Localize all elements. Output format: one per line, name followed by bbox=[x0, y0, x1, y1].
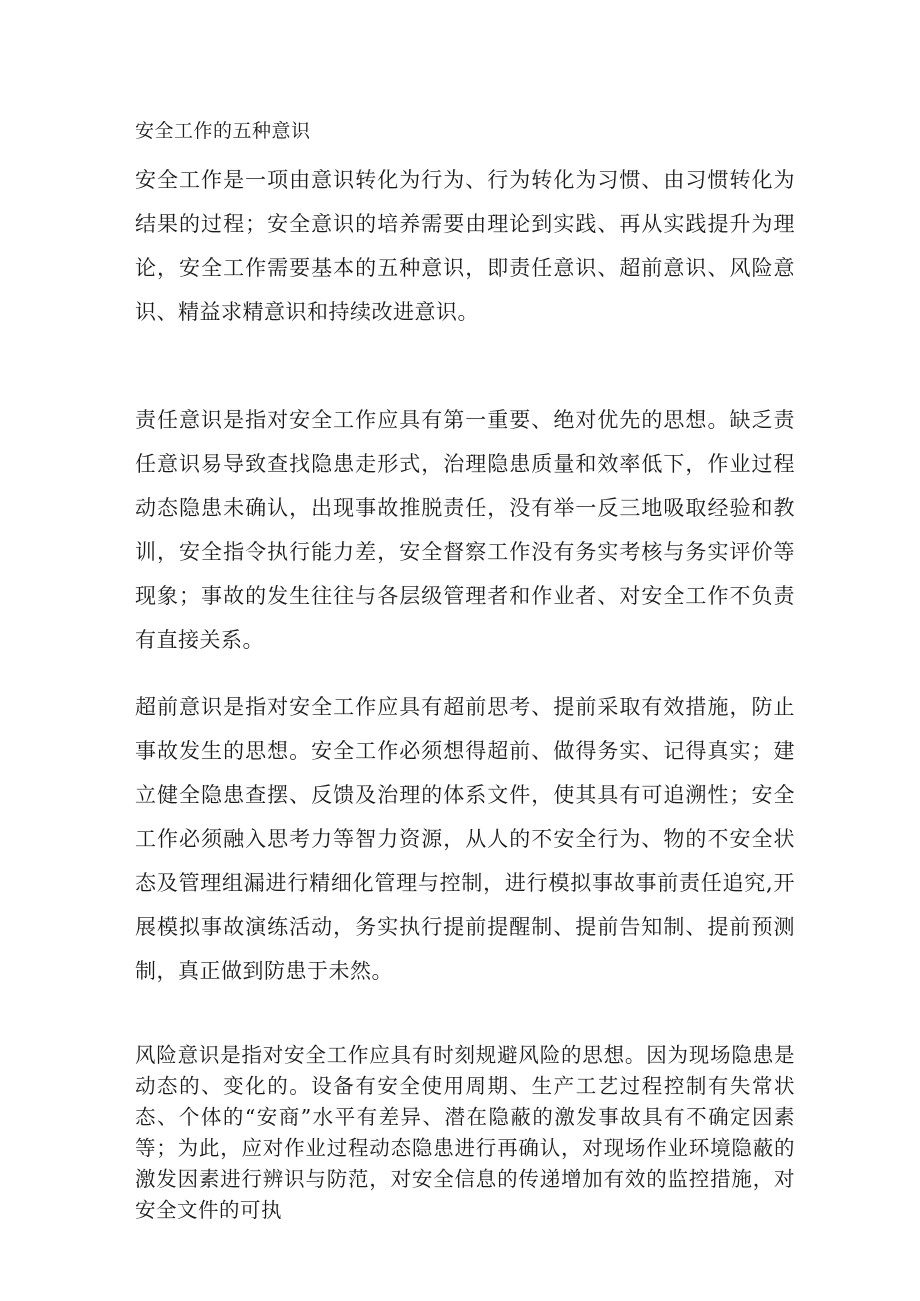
paragraph-risk: 风险意识是指对安全工作应具有时刻规避风险的思想。因为现场隐患是动态的、变化的。设备有安全使用周期、生产工艺过程控制有失常状态、个体的“安商”水平有差异、潜在隐蔽的激发事故具有不确定因素等；为此，应对作业过程动态隐患进行再确认，对现场作业环境隐蔽的激发因素进行辨识与防范，对安全信息的传递增加有效的监控措施，对安全文件的可执 bbox=[135, 1043, 795, 1222]
paragraph-intro: 安全工作是一项由意识转化为行为、行为转化为习惯、由习惯转化为结果的过程；安全意识的培养需要由理论到实践、再从实践提升为理论，安全工作需要基本的五种意识，即责任意识、超前意识、风险意识、精益求精意识和持续改进意识。 bbox=[135, 168, 795, 324]
paragraph-responsibility: 责任意识是指对安全工作应具有第一重要、绝对优先的思想。缺乏责任意识易导致查找隐患走形式，治理隐患质量和效率低下，作业过程动态隐患未确认，出现事故推脱责任，没有举一反三地吸取经验和教训，安全指令执行能力差，安全督察工作没有务实考核与务实评价等现象；事故的发生往往与各层级管理者和作业者、对安全工作不负责有直接关系。 bbox=[135, 408, 795, 652]
document-title: 安全工作的五种意识 bbox=[135, 120, 311, 142]
paragraph-foresight: 超前意识是指对安全工作应具有超前思考、提前采取有效措施，防止事故发生的思想。安全工作必须想得超前、做得务实、记得真实；建立健全隐患查摆、反馈及治理的体系文件，使其具有可追溯性；安全工作必须融入思考力等智力资源，从人的不安全行为、物的不安全状态及管理组漏进行精细化管理与控制，进行模拟事故事前责任追究,开展模拟事故演练活动，务实执行提前提醒制、提前告知制、提前预测制，真正做到防患于未然。 bbox=[135, 695, 795, 983]
